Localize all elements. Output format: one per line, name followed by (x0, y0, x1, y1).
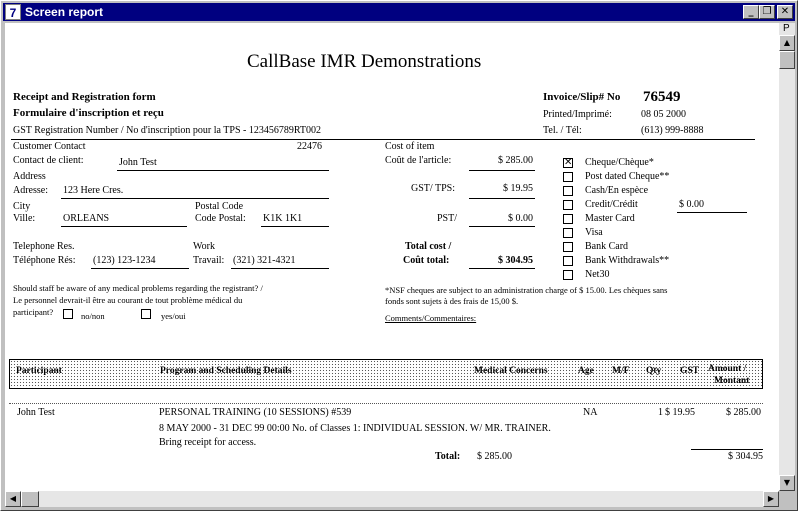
printed-date: 08 05 2000 (641, 109, 686, 120)
row-note: Bring receipt for access. (159, 437, 257, 448)
city-label: City (13, 201, 31, 212)
col-participant: Participant (16, 366, 62, 376)
nsf-notice-en: *NSF cheques are subject to an administration charge of $ 15.00. Les chèques sans (385, 285, 668, 295)
tel-res-fr-label: Téléphone Rés: (13, 255, 76, 266)
vertical-scrollbar[interactable] (779, 23, 795, 491)
vertical-scroll-thumb[interactable] (779, 51, 795, 69)
work-label: Work (193, 241, 215, 252)
cost-item-label: Cost of item (385, 141, 435, 152)
col-amount: Amount / (708, 364, 747, 374)
row-age: NA (583, 407, 598, 418)
row-separator (9, 403, 763, 404)
row-program: PERSONAL TRAINING (10 SESSIONS) #539 (159, 407, 352, 418)
payment-checkbox: ✕ (564, 157, 573, 168)
address-label: Address (13, 171, 46, 182)
gst-label: GST/ TPS: (411, 183, 455, 194)
tel-res-label: Telephone Res. (13, 241, 75, 252)
invoice-number: 76549 (643, 89, 681, 105)
medical-yes-label: yes/oui (161, 311, 186, 321)
credit-amount: $ 0.00 (679, 199, 704, 210)
col-mf: M/F (612, 366, 630, 376)
printed-label: Printed/Imprimé: (543, 109, 612, 120)
medical-yes-checkbox (141, 309, 151, 319)
row-gst: $ 19.95 (665, 407, 695, 418)
postal-label: Postal Code (195, 201, 244, 212)
customer-contact-label: Customer Contact (13, 141, 86, 152)
postal-value: K1K 1K1 (263, 213, 303, 224)
payment-checkbox (563, 200, 573, 210)
payment-checkbox (563, 172, 573, 182)
payment-checkbox (563, 242, 573, 252)
col-medical: Medical Concerns (474, 366, 548, 376)
tel-res-value: (123) 123-1234 (93, 255, 156, 266)
payment-checkbox (563, 186, 573, 196)
horizontal-scroll-thumb[interactable] (21, 491, 39, 507)
footer-grand-total: $ 304.95 (728, 451, 763, 462)
header-divider (11, 139, 755, 140)
restore-button[interactable]: ❐ (759, 5, 775, 19)
footer-total-label: Total: (435, 451, 461, 462)
payment-checkbox (563, 270, 573, 280)
phone-label: Tel. / Tél: (543, 125, 582, 136)
gst-registration: GST Registration Number / No d'inscription pour la TPS - 123456789RT002 (13, 125, 322, 136)
payment-checkbox (563, 228, 573, 238)
payment-label: Bank Withdrawals** (585, 255, 670, 266)
medical-no-checkbox (63, 309, 73, 319)
travail-label: Travail: (193, 255, 225, 266)
payment-label: Post dated Cheque** (585, 171, 670, 182)
payment-label: Master Card (585, 213, 635, 224)
medical-question-en: Should staff be aware of any medical problems regarding the registrant? / (13, 283, 263, 293)
row-qty: 1 (658, 407, 663, 418)
pst-value: $ 0.00 (508, 213, 533, 224)
ville-label: Ville: (13, 213, 36, 224)
col-montant: Montant (714, 376, 750, 386)
footer-total-value: $ 285.00 (477, 451, 512, 462)
payment-checkbox (563, 214, 573, 224)
page-indicator: P (783, 23, 790, 34)
payment-label: Visa (585, 227, 603, 238)
row-amount: $ 285.00 (726, 407, 761, 418)
close-button[interactable]: ✕ (777, 5, 793, 19)
col-gst: GST (680, 366, 700, 376)
city-value: ORLEANS (63, 213, 110, 224)
cout-total-label: Coût total: (403, 255, 450, 266)
payment-label: Cash/En espèce (585, 185, 649, 196)
scroll-left-button[interactable]: ◀ (5, 491, 21, 507)
nsf-notice-fr: fonds sont sujets à des frais de 15,00 $. (385, 296, 519, 306)
payment-checkbox (563, 256, 573, 266)
work-value: (321) 321-4321 (233, 255, 296, 266)
scroll-down-button[interactable]: ▼ (779, 475, 795, 491)
address-value: 123 Here Cres. (63, 185, 124, 196)
app-icon[interactable]: 7 (5, 4, 21, 20)
row-participant: John Test (17, 407, 55, 418)
customer-id: 22476 (297, 141, 322, 152)
col-age: Age (578, 366, 594, 376)
scroll-up-button[interactable]: ▲ (779, 35, 795, 51)
cost-value: $ 285.00 (498, 155, 533, 166)
company-title: CallBase IMR Demonstrations (247, 51, 482, 72)
payment-label: Cheque/Chèque* (585, 157, 654, 168)
total-cost-label: Total cost / (405, 241, 452, 252)
row-details: 8 MAY 2000 - 31 DEC 99 00:00 No. of Classes 1: INDIVIDUAL SESSION. W/ MR. TRAINER. (159, 423, 551, 434)
pst-label: PST/ (437, 213, 458, 224)
gst-value: $ 19.95 (503, 183, 533, 194)
report-page (5, 23, 779, 491)
postal-fr-label: Code Postal: (195, 213, 246, 224)
scroll-right-button[interactable]: ▶ (763, 491, 779, 507)
comments-label: Comments/Commentaires: (385, 313, 477, 323)
form-title-en: Receipt and Registration form (13, 91, 156, 103)
col-qty: Qty (646, 366, 662, 376)
phone-value: (613) 999-8888 (641, 125, 704, 136)
total-value: $ 304.95 (498, 255, 533, 266)
payment-label: Net30 (585, 269, 610, 280)
medical-question-fr: Le personnel devrait-il être au courant de tout problème médical du (13, 295, 243, 305)
adresse-label: Adresse: (13, 185, 48, 196)
window-title: Screen report (25, 5, 104, 19)
cout-label: Coût de l'article: (385, 155, 452, 166)
form-title-fr: Formulaire d'inscription et reçu (13, 107, 164, 119)
medical-question-participant: participant? (13, 307, 54, 317)
minimize-button[interactable]: _ (743, 5, 759, 19)
medical-no-label: no/non (81, 311, 105, 321)
col-program: Program and Scheduling Details (160, 366, 292, 376)
horizontal-scrollbar[interactable] (5, 491, 779, 507)
contact-name: John Test (119, 157, 157, 168)
contact-client-label: Contact de client: (13, 155, 84, 166)
payment-label: Bank Card (585, 241, 629, 252)
table-header (9, 359, 763, 389)
payment-label: Credit/Crédit (585, 199, 638, 210)
invoice-label: Invoice/Slip# No (543, 91, 621, 103)
title-bar[interactable] (3, 3, 795, 21)
